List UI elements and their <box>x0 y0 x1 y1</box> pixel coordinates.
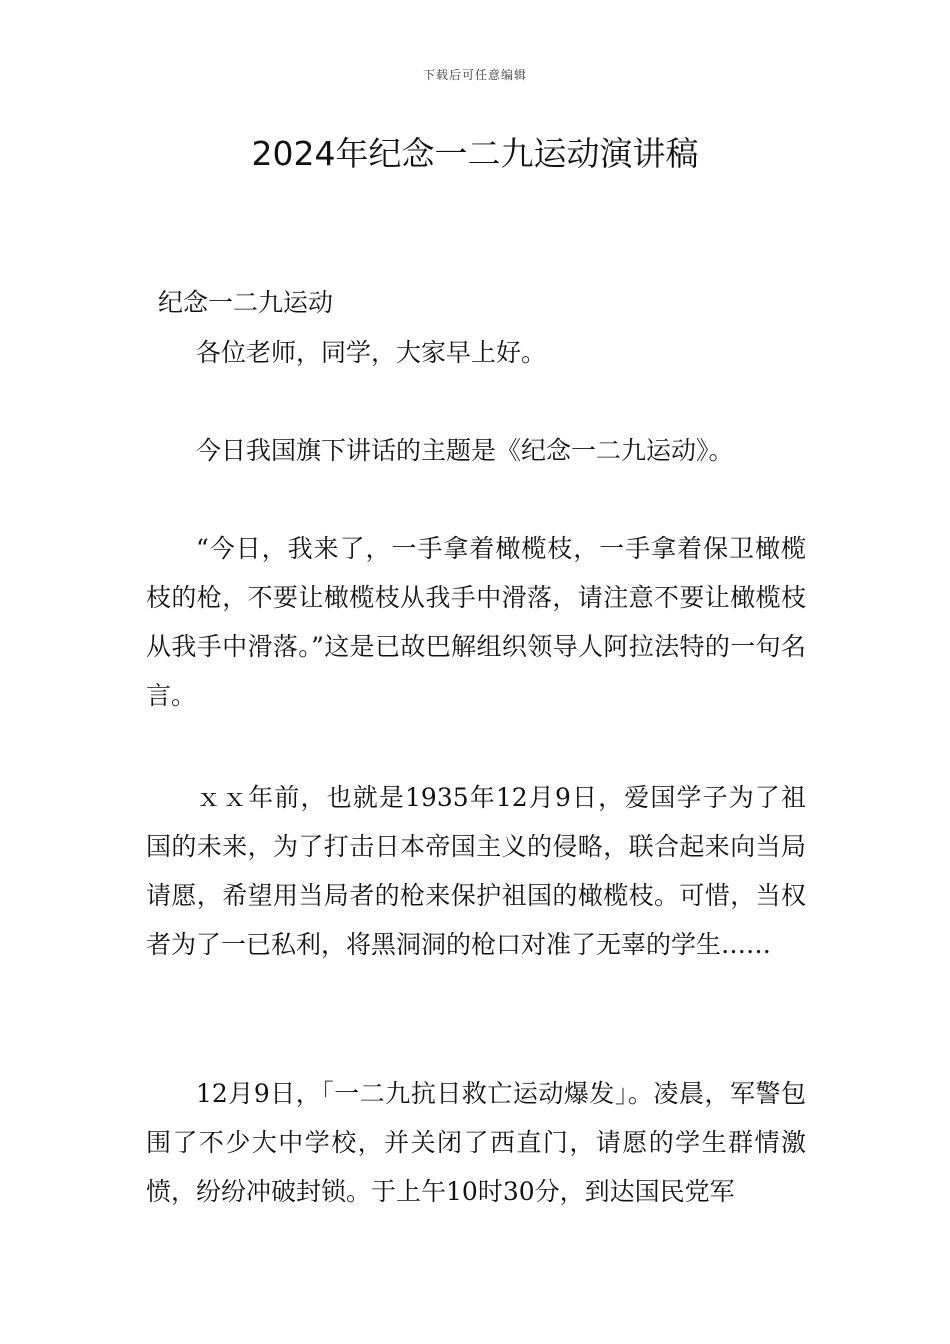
paragraph-greeting: 各位老师，同学，大家早上好。 <box>196 338 547 367</box>
paragraph-december-ninth: 12月9日，「一二九抗日救亡运动爆发」。凌晨，军警包围了不少大中学校，并关闭了西直门，请愿的学生群情激愤，纷纷冲破封锁。于上午10时30分，到达国民党军 <box>146 1079 806 1206</box>
paragraph-history: ｘｘ年前，也就是1935年12月9日，爱国学子为了祖国的未来，为了打击日本帝国主义的侵略，联合起来向当局请愿，希望用当局者的枪来保护祖国的橄榄枝。可惜，当权者为了一已私利，将黑洞洞的枪口对准了无辜的学生…… <box>146 783 806 959</box>
document-title: 2024年纪念一二九运动演讲稿 <box>251 134 699 173</box>
document-subheading: 纪念一二九运动 <box>158 288 334 317</box>
header-note: 下载后可任意编辑 <box>422 68 527 82</box>
paragraph-theme: 今日我国旗下讲话的主题是《纪念一二九运动》。 <box>196 436 734 465</box>
paragraph-quote: “今日，我来了，一手拿着橄榄枝，一手拿着保卫橄榄枝的枪，不要让橄榄枝从我手中滑落，请注意不要让橄榄枝从我手中滑落。”这是已故巴解组织领导人阿拉法特的一句名言。 <box>146 534 806 710</box>
